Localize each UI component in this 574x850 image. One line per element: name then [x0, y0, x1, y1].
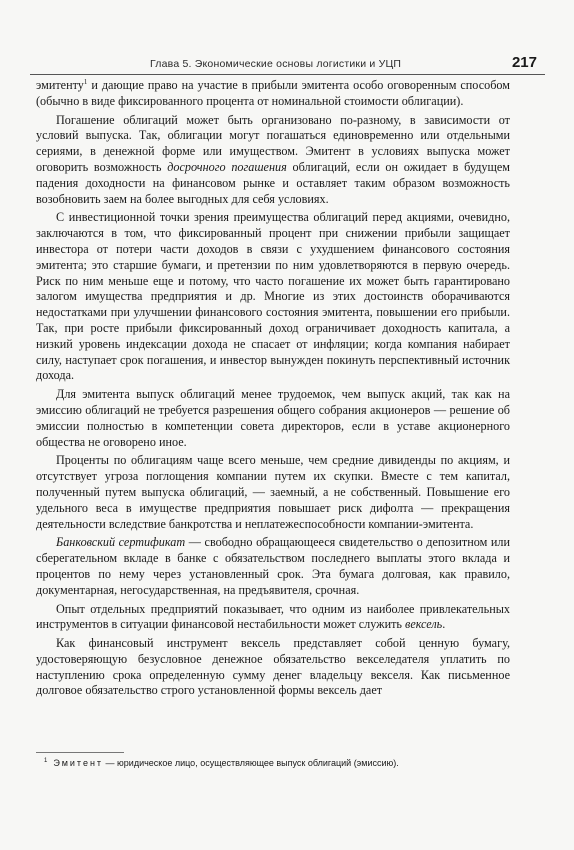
running-header: [30, 54, 545, 74]
paragraph-2-text-a: Погашение облигаций может быть организовано по-разному, в зависимости от условий выпуска. Так, облигации могут погашаться единовременно или отдельными сериями, в денежной форме или имуществом. Эмитент в условиях выпуска может оговорить возможность: [36, 112, 510, 174]
footnote-term: Эмитент: [53, 758, 104, 768]
paragraph-6-term: Банковский сертификат: [56, 535, 186, 550]
chapter-title: Глава 5. Экономические основы логистики и УЦП: [150, 58, 402, 70]
footnote-mark: 1: [44, 758, 48, 764]
footnote: [36, 755, 510, 769]
paragraph-3: С инвестиционной точки зрения преимущества облигаций перед акциями, очевидно, заключаются в том, что фиксированный процент при снижении прибыли защищает инвестора от потери части доходов в связи с ухудшением финансового состояния эмитента; это старшие бумаги, и претензии по ним удовлетворяются в первую очередь. Риск по ним меньше еще и потому, что часто погашение их может быть гарантировано залогом имущества предприятия и др. Многие из этих достоинств оборачиваются недостатками при улучшении финансового состояния эмитента, повышении его прибыли. Так, при росте прибыли фиксированный доход ограничивает доходность капитала, а низкий уровень индексации дохода не спасает от инфляции; когда компания набирает силу, наступает срок погашения, и инвестор вынужден покинуть перспективный источник дохода.: [36, 210, 510, 383]
paragraph-4: Для эмитента выпуск облигаций менее трудоемок, чем выпуск акций, так как на эмиссию облигаций не требуется разрешения общего собрания акционеров — решение об эмиссии полностью в компетенции совета директоров, если в уставе акционерного общества не оговорено иное.: [36, 387, 510, 449]
paragraph-6: [36, 535, 510, 598]
paragraph-2-text-b: облигаций, если он ожидает в будущем падения доходности на финансовом рынке и оставляет таким образом возможность возобновить заем на более выгодных для себя условиях.: [36, 159, 510, 206]
header-rule: [30, 74, 545, 75]
paragraph-6-text: — свободно обращающееся свидетельство о депозитном или сберегательном вкладе в банке с обязательством последнего выплаты этого вклада и процентов по нему через установленный срок. Эта бумага долговая, как правило, документарная, негосударственная, на предъявителя, срочная.: [36, 535, 510, 597]
footnote-rule: [36, 752, 124, 753]
paragraph-7: [36, 602, 510, 634]
paragraph-7-text-b: .: [442, 617, 446, 632]
body-text: [36, 78, 510, 702]
paragraph-1-text-a: эмитенту: [36, 78, 84, 92]
footnote-ref: 1: [83, 77, 88, 86]
paragraph-5: Проценты по облигациям чаще всего меньше, чем средние дивиденды по акциям, и отсутствует угроза поглощения компании путем их скупки. Вместе с тем капитал, полученный путем выпуска облигаций, — заемный, а не собственный. Повышение его удельного веса в имуществе предприятия повышает риск дифолта — прекращения деятельности вследствие банкротства и неплатежеспособности компании-эмитента.: [36, 453, 510, 531]
footnote-text: — юридическое лицо, осуществляющее выпуск облигаций (эмиссию).: [103, 758, 399, 768]
paragraph-2: [36, 113, 510, 208]
paragraph-7-text-a: Опыт отдельных предприятий показывает, что одним из наиболее привлекательных инструментов в ситуации финансовой нестабильности может служить: [36, 601, 510, 632]
paragraph-1-text-b: и дающие право на участие в прибыли эмитента особо оговоренным способом (обычно в виде фиксированного процента от номинальной стоимости облигации).: [36, 78, 510, 108]
paragraph-8: Как финансовый инструмент вексель представляет собой ценную бумагу, удостоверяющую безусловное денежное обязательство векселедателя уплатить по наступлению срока определенную сумму денег владельцу векселя. Как письменное долговое обязательство строго установленной формы вексель дает: [36, 636, 510, 698]
paragraph-7-term: вексель: [405, 617, 443, 632]
page-number: 217: [511, 54, 537, 71]
paragraph-2-emphasis: досрочного погашения: [167, 159, 287, 174]
paragraph-1: [36, 78, 510, 110]
